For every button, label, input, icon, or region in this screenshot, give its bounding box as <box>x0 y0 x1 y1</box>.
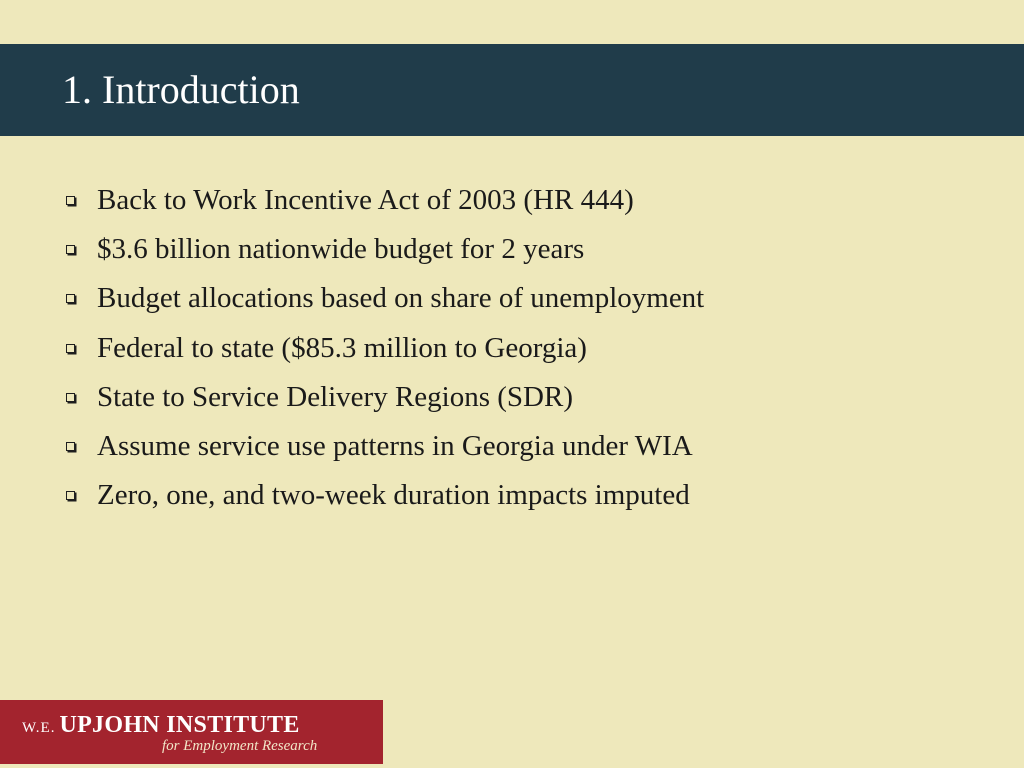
hollow-square-bullet-icon <box>66 245 75 254</box>
bullet-text: Back to Work Incentive Act of 2003 (HR 444) <box>97 184 634 217</box>
bullet-item <box>66 324 704 373</box>
bullet-item <box>66 471 704 520</box>
hollow-square-bullet-icon <box>66 442 75 451</box>
bullet-text: State to Service Delivery Regions (SDR) <box>97 380 573 413</box>
bullet-item <box>66 225 704 274</box>
logo-tagline: for Employment Research <box>162 738 318 754</box>
slide-title: 1. Introduction <box>62 67 300 112</box>
hollow-square-bullet-icon <box>66 491 75 500</box>
hollow-square-bullet-icon <box>66 196 75 205</box>
bullet-text: Federal to state ($85.3 million to Georgia) <box>97 331 587 364</box>
upjohn-institute-logo <box>0 700 383 764</box>
bullet-list <box>66 176 704 520</box>
bullet-item <box>66 176 704 225</box>
bullet-text: Assume service use patterns in Georgia under WIA <box>97 430 693 463</box>
bullet-text: Budget allocations based on share of unemployment <box>97 282 705 315</box>
logo-name: UPJOHN INSTITUTE <box>59 712 300 738</box>
bullet-item <box>66 373 704 422</box>
hollow-square-bullet-icon <box>66 393 75 402</box>
logo-prefix: W.E. <box>22 720 56 736</box>
logo-main <box>22 712 300 739</box>
hollow-square-bullet-icon <box>66 294 75 303</box>
hollow-square-bullet-icon <box>66 344 75 353</box>
bullet-text: Zero, one, and two-week duration impacts imputed <box>97 479 690 512</box>
bullet-item <box>66 422 704 471</box>
bullet-text: $3.6 billion nationwide budget for 2 years <box>97 233 585 266</box>
bullet-item <box>66 274 704 323</box>
